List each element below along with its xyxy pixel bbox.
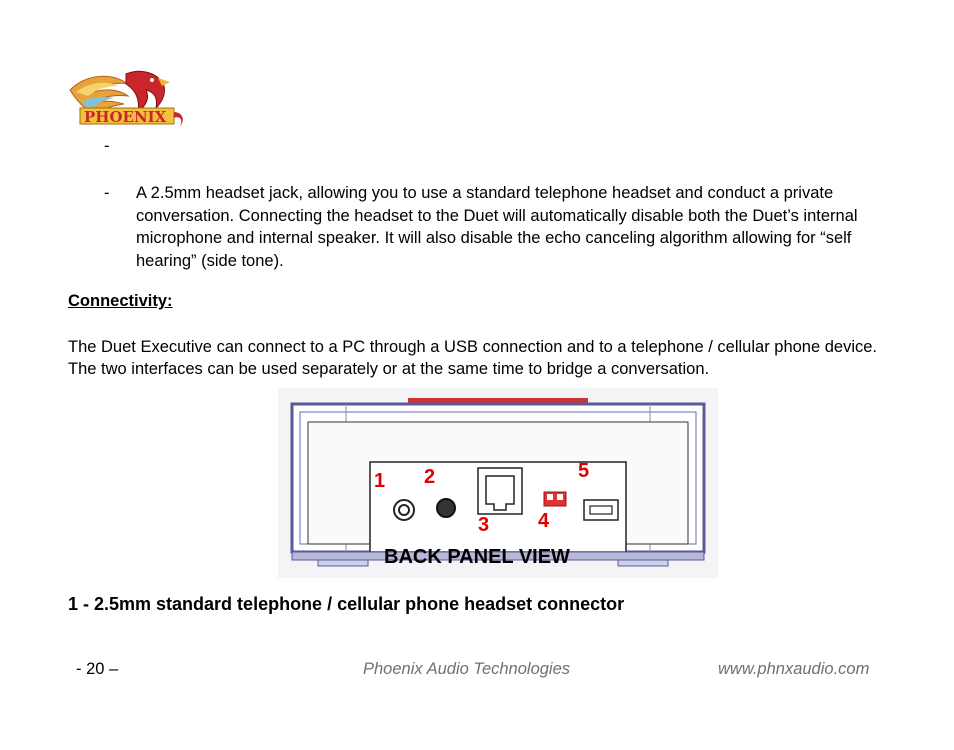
- phoenix-bird-icon: [66, 68, 190, 138]
- label-number-3: 3: [478, 514, 490, 536]
- connector-caption: 1 - 2.5mm standard telephone / cellular phone headset connector: [68, 594, 625, 614]
- back-panel-figure: [278, 388, 718, 578]
- figure-label: BACK PANEL VIEW: [384, 546, 570, 568]
- page-number: - 20 –: [76, 660, 119, 678]
- section-paragraph: The Duet Executive can connect to a PC through a USB connection and to a telephone / cellular phone device. The two interfaces can be used separately or at the same time to bridge a conversation.: [68, 338, 878, 378]
- logo-wordmark: PHOENIX: [84, 108, 167, 126]
- label-number-2: 2: [424, 466, 436, 488]
- label-number-1: 1: [374, 470, 386, 492]
- footer-website: www.phnxaudio.com: [718, 660, 870, 678]
- label-number-4: 4: [538, 510, 550, 532]
- phoenix-logo: [66, 68, 190, 138]
- bullet-text-2: A 2.5mm headset jack, allowing you to use a standard telephone headset and conduct a private conversation. Connecting the headset to the Duet will automatically disable both the Duet’s internal microphone and internal speaker. It will also disable the echo canceling algorithm allowing for “self hearing” (side tone).: [136, 184, 858, 270]
- footer-company: Phoenix Audio Technologies: [363, 660, 571, 678]
- label-number-5: 5: [578, 460, 590, 482]
- foot-right: [618, 560, 668, 566]
- phone-jack-shape: [437, 499, 455, 517]
- bullet-dash-2: -: [104, 184, 110, 202]
- section-heading: Connectivity:: [68, 292, 173, 310]
- bullet-dash-1: -: [104, 137, 110, 155]
- foot-left: [318, 560, 368, 566]
